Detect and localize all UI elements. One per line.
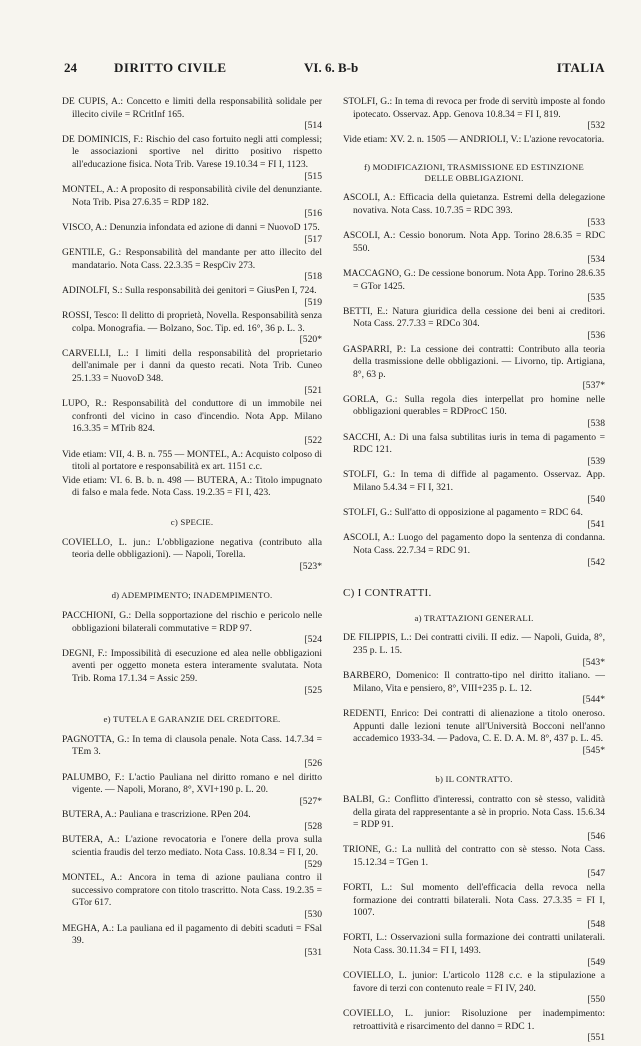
bibliography-entry <box>62 96 322 133</box>
entry-text: FORTI, L.: Osservazioni sulla formazione dei contratti unilaterali. Nota Cass. 30.11.34 = FI I, 1493. <box>343 932 605 957</box>
right-column <box>343 96 605 1046</box>
bibliography-entry <box>343 882 605 931</box>
entry-text: BARBERO, Domenico: Il contratto-tipo nel diritto italiano. — Milano, Vita e pensiero, 8°, VIII+235 p. L. 12. <box>343 670 605 694</box>
bibliography-entry <box>343 306 605 343</box>
bibliography-entry <box>343 96 605 133</box>
entry-number: [518 <box>304 271 322 283</box>
entry-text: VISCO, A.: Denunzia infondata ed azione di danni = NuovoD 175. <box>62 221 320 233</box>
bibliography-entry <box>62 734 322 771</box>
entry-text: COVIELLO, L. junior: Risoluzione per inadempimento: retroattività e risarcimento del danno = RDC 1. <box>343 1008 605 1032</box>
entry-text: DE DOMINICIS, F.: Rischio del caso fortuito negli atti complessi; le associazioni sportive nel diritto positivo rispetto all'educazione fisica. Nota Trib. Varese 19.10.34 = FI I, 1123. <box>62 133 322 170</box>
entry-number: [515 <box>304 170 322 182</box>
bibliography-entry <box>343 708 605 757</box>
entry-text: BALBI, G.: Conflitto d'interessi, contratto con sè stesso, validità della girata del rappresentante a sè in proprio. Nota Cass. 15.6.34 = RDP 91. <box>343 793 605 831</box>
entry-number: [548 <box>587 918 605 930</box>
right-top-entries <box>343 96 605 146</box>
entry-text: MEGHA, A.: La pauliana ed il pagamento di debiti scaduti = FSal 39. <box>62 922 322 947</box>
entry-number: [540 <box>587 493 605 505</box>
section-heading-f-line1: f) MODIFICAZIONI, TRASMISSIONE ED ESTINZIONE <box>364 162 584 173</box>
section-heading-e: e) TUTELA E GARANZIE DEL CREDITORE. <box>103 714 281 725</box>
entry-text: Vide etiam: XV. 2. n. 1505 — ANDRIOLI, V.: L'azione revocatoria. <box>343 133 605 145</box>
entry-text: STOLFI, G.: In tema di diffide al pagamento. Osservaz. App. Milano 5.4.34 = FI I, 321. <box>343 469 605 494</box>
bibliography-entry <box>62 310 322 347</box>
page-header <box>64 60 605 78</box>
bibliography-entry <box>62 475 322 500</box>
bibliography-entry <box>62 285 322 309</box>
entry-text: DE FILIPPIS, L.: Dei contratti civili. II ediz. — Napoli, Guida, 8°, 235 p. L. 15. <box>343 632 605 656</box>
entry-number: [519 <box>304 296 322 308</box>
entry-text: LUPO, R.: Responsabilità del conduttore di un immobile nei confronti del vicino in caso d'incendio. Nota App. Milano 16.3.35 = MTrib 824. <box>62 398 322 435</box>
country-label: ITALIA <box>556 60 605 75</box>
left-column <box>62 96 322 960</box>
entry-text: ADINOLFI, S.: Sulla responsabilità dei genitori = GiusPen I, 724. <box>62 284 317 296</box>
entry-text: BUTERA, A.: Pauliana e trascrizione. RPen 204. <box>62 809 251 821</box>
entry-number: [536 <box>587 329 605 341</box>
entry-text: DEGNI, F.: Impossibilità di esecuzione ed alea nelle obbligazioni aventi per oggetto moneta estera interamente svalutata. Nota Trib. Roma 17.1.34 = Assic 259. <box>62 647 322 684</box>
entry-text: BETTI, E.: Natura giuridica della cessione dei beni ai creditori. Nota Cass. 27.7.33 = RDCo 304. <box>343 305 605 330</box>
entry-text: ASCOLI, A.: Luogo del pagamento dopo la sentenza di condanna. Nota Cass. 22.7.34 = RDC 91. <box>343 532 605 556</box>
section-heading-a: a) TRATTAZIONI GENERALI. <box>414 612 534 623</box>
entry-text: GASPARRI, P.: La cessione dei contratti: Contributo alla teoria della trasmissione delle obbligazioni. — Livorno, tip. Artigiana, 8°, 63 p. <box>343 343 605 380</box>
entry-number: [545* <box>582 744 605 756</box>
entry-number: [529 <box>304 858 322 870</box>
entry-number: [550 <box>587 994 605 1006</box>
bibliography-entry <box>62 247 322 284</box>
entry-number: [522 <box>304 435 322 447</box>
entry-text: CARVELLI, L.: I limiti della responsabilità del proprietario dell'animale per i danni da questo recati. Nota Trib. Cuneo 25.1.33 = NuovoD 348. <box>62 347 322 385</box>
running-title: DIRITTO CIVILE <box>114 60 227 75</box>
section-code: VI. 6. B-b <box>304 60 359 75</box>
entry-text: MONTEL, A.: Ancora in tema di azione pauliana contro il successivo compratore con titolo trascritto. Nota Cass. 19.2.35 = GTor 617. <box>62 872 322 909</box>
bibliography-entry <box>62 610 322 647</box>
entry-number: [547 <box>587 868 605 880</box>
chapter-heading-contratti: C) I CONTRATTI. <box>343 587 432 600</box>
entry-number: [527* <box>299 795 322 807</box>
bibliography-entry <box>343 932 605 969</box>
bibliography-entry <box>343 432 605 469</box>
section-d-entries <box>62 610 322 697</box>
entry-text: DE CUPIS, A.: Concetto e limiti della responsabilità solidale per illecito civile = RCritInf 165. <box>62 96 322 120</box>
entry-number: [528 <box>304 820 322 832</box>
bibliography-entry <box>343 344 605 393</box>
entry-text: BUTERA, A.: L'azione revocatoria e l'onere della prova sulla scientia fraudis del terzo mediato. Nota Cass. 10.8.34 = FI I, 20. <box>62 834 322 859</box>
bibliography-entry <box>62 222 322 246</box>
entry-text: ASCOLI, A.: Cessio bonorum. Nota App. Torino 28.6.35 = RDC 550. <box>343 230 605 254</box>
bibliography-entry <box>62 872 322 921</box>
entry-text: TRIONE, G.: La nullità del contratto con sè stesso. Nota Cass. 15.12.34 = TGen 1. <box>343 844 605 868</box>
page-number: 24 <box>64 60 77 75</box>
entry-number: [537* <box>582 380 605 392</box>
bibliography-entry <box>62 134 322 183</box>
entry-text: FORTI, L.: Sul momento dell'efficacia della revoca nella formazione dei contratti bilaterali. Nota Cass. 27.3.35 = FI I, 1007. <box>343 882 605 919</box>
entry-number: [524 <box>304 634 322 646</box>
bibliography-entry <box>62 834 322 871</box>
entry-text: MONTEL, A.: A proposito di responsabilità civile del denunziante. Nota Trib. Pisa 27.6.35 = RDP 182. <box>62 184 322 208</box>
entry-number: [543* <box>582 656 605 668</box>
entry-number: [516 <box>304 208 322 220</box>
bibliography-entry <box>343 794 605 843</box>
entry-number: [532 <box>587 120 605 132</box>
entry-text: Vide etiam: VII, 4. B. n. 755 — MONTEL, A.: Acquisto colposo di titoli al portatore e responsabilità ex art. 1151 c.c. <box>62 448 322 473</box>
bibliography-entry <box>343 192 605 229</box>
entry-text: STOLFI, G.: In tema di revoca per frode di servitù imposte al fondo ipotecato. Osservaz. App. Genova 10.8.34 = FI I, 819. <box>343 96 605 120</box>
entry-number: [521 <box>304 384 322 396</box>
bibliography-entry <box>343 230 605 267</box>
bibliography-entry <box>62 537 322 574</box>
bibliography-entry <box>62 398 322 447</box>
section-heading-d: d) ADEMPIMENTO; INADEMPIMENTO. <box>111 590 273 601</box>
bibliography-entry <box>62 348 322 397</box>
entry-number: [517 <box>304 233 322 245</box>
entry-number: [541 <box>587 518 605 530</box>
entry-text: COVIELLO, L. jun.: L'obbligazione negativa (contributo alla teoria delle obbligazioni). — Napoli, Torella. <box>62 536 322 561</box>
entry-text: Vide etiam: VI. 6. B. b. n. 498 — BUTERA, A.: Titolo impugnato di falso e mala fede. Nota Cass. 19.2.35 = FI I, 423. <box>62 474 322 499</box>
entry-number: [514 <box>304 120 322 132</box>
entry-number: [520* <box>299 334 322 346</box>
section-a-entries <box>343 632 605 757</box>
entry-text: PAGNOTTA, G.: In tema di clausola penale. Nota Cass. 14.7.34 = TEm 3. <box>62 733 322 758</box>
entry-number: [533 <box>587 216 605 228</box>
entry-number: [539 <box>587 455 605 467</box>
entry-number: [535 <box>587 292 605 304</box>
section-b-entries <box>343 794 605 1045</box>
section-heading-f-line2: DELLE OBBLIGAZIONI. <box>424 173 524 184</box>
section-e-entries <box>62 734 322 960</box>
entry-text: COVIELLO, L. junior: L'articolo 1128 c.c. e la stipulazione a favore di terzi con contenuto reale = FI IV, 240. <box>343 970 605 994</box>
entry-number: [551 <box>587 1032 605 1044</box>
entry-number: [525 <box>304 684 322 696</box>
bibliography-entry <box>62 809 322 833</box>
entry-text: MACCAGNO, G.: De cessione bonorum. Nota App. Torino 28.6.35 = GTor 1425. <box>343 267 605 292</box>
bibliography-entry <box>62 648 322 697</box>
entry-number: [546 <box>587 830 605 842</box>
bibliography-entry <box>343 632 605 669</box>
bibliography-entry <box>343 1008 605 1045</box>
entry-text: ASCOLI, A.: Efficacia della quietanza. Estremi della delegazione novativa. Nota Cass. 10.7.35 = RDC 393. <box>343 192 605 216</box>
entry-number: [549 <box>587 956 605 968</box>
entry-text: SACCHI, A.: Di una falsa subtilitas iuris in tema di pagamento = RDC 121. <box>343 431 605 456</box>
entry-text: GENTILE, G.: Responsabilità del mandante per atto illecito del mandatario. Nota Cass. 22.3.35 = RespCiv 273. <box>62 247 322 271</box>
bibliography-entry <box>343 670 605 707</box>
entry-text: PACCHIONI, G.: Della sopportazione del rischio e pericolo nelle obbligazioni bilaterali commutative = RDP 97. <box>62 609 322 634</box>
entry-number: [544* <box>582 694 605 706</box>
entry-number: [523* <box>299 560 322 572</box>
entry-number: [542 <box>587 556 605 568</box>
bibliography-entry <box>343 268 605 305</box>
entry-text: ROSSI, Tesco: Il delitto di proprietà, Novella. Responsabilità senza colpa. Monografia. — Bolzano, Soc. Tip. ed. 16°, 36 p. L. 3. <box>62 310 322 334</box>
bibliography-entry <box>62 772 322 809</box>
entry-text: REDENTI, Enrico: Dei contratti di alienazione a titolo oneroso. Appunti dalle lezioni tenute all'Università Bocconi nell'anno accademico 1933-34. — Padova, C. E. D. A. M. 8°, 437 p. L. 45. <box>343 707 605 745</box>
entry-text: PALUMBO, F.: L'actio Pauliana nel diritto romano e nel diritto vigente. — Napoli, Morano, 8°, XVI+190 p. L. 20. <box>62 771 322 796</box>
bibliography-entry <box>62 923 322 960</box>
bibliography-entry <box>62 449 322 474</box>
section-f-entries <box>343 192 605 569</box>
entry-number: [534 <box>587 254 605 266</box>
bibliography-entry <box>343 532 605 569</box>
bibliography-entry <box>343 469 605 506</box>
section-c-entries <box>62 537 322 574</box>
left-entries <box>62 96 322 500</box>
entry-number: [538 <box>587 418 605 430</box>
entry-number: [531 <box>304 946 322 958</box>
entry-text: GORLA, G.: Sulla regola dies interpellat pro homine nelle obbligazioni querables = RDProcC 150. <box>343 393 605 418</box>
entry-number: [526 <box>304 757 322 769</box>
section-heading-c: c) SPECIE. <box>170 517 214 527</box>
section-heading-f <box>343 162 605 184</box>
bibliography-entry <box>343 970 605 1007</box>
bibliography-entry <box>343 134 605 147</box>
bibliography-entry <box>343 394 605 431</box>
bibliography-entry <box>343 844 605 881</box>
entry-text: STOLFI, G.: Sull'atto di opposizione al pagamento = RDC 64. <box>343 507 583 519</box>
bibliography-entry <box>62 184 322 221</box>
bibliography-entry <box>343 507 605 531</box>
entry-number: [530 <box>304 909 322 921</box>
section-heading-b: b) IL CONTRATTO. <box>435 774 513 785</box>
